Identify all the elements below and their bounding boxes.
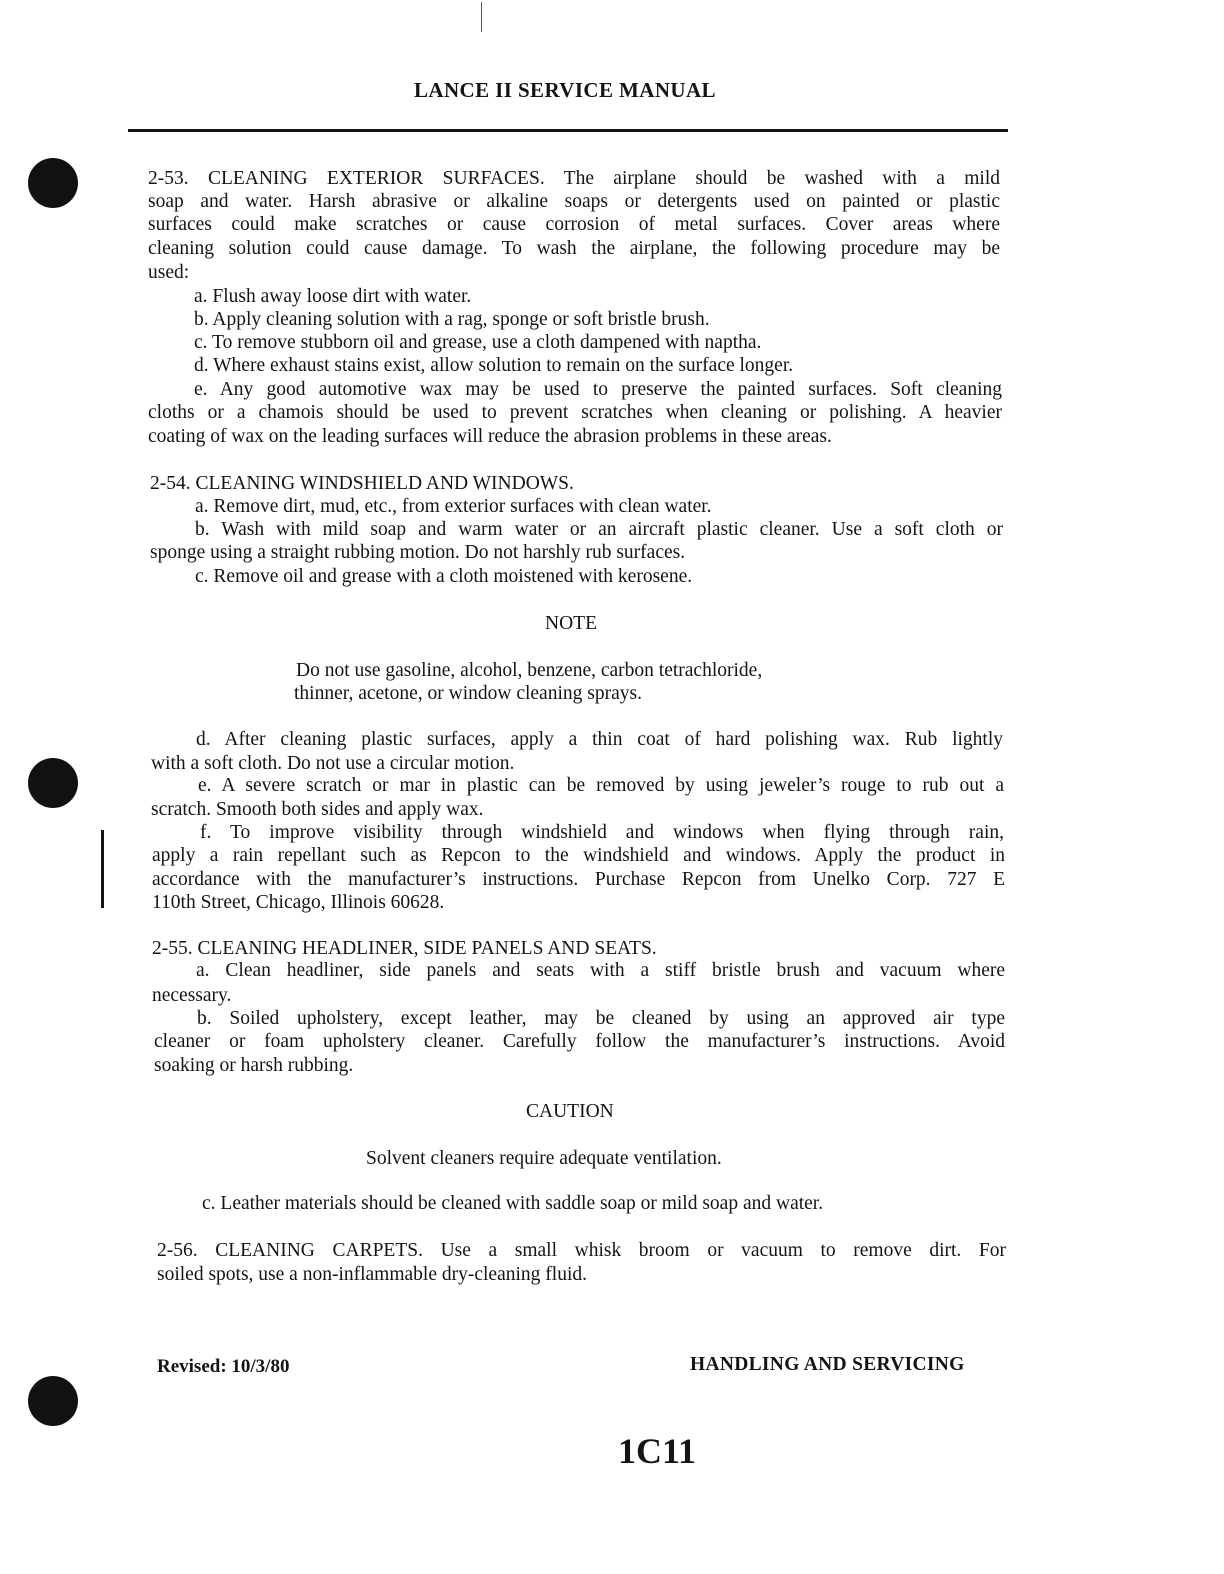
step-2-54-a: a. Remove dirt, mud, etc., from exterior surfaces with clean water. (195, 496, 712, 517)
step-2-55-b-cont: soaking or harsh rubbing. (154, 1055, 354, 1076)
caution-text: Solvent cleaners require adequate ventilation. (366, 1148, 722, 1169)
step-2-55-a-cont: necessary. (152, 985, 232, 1006)
step-2-54-b: b. Wash with mild soap and warm water or an aircraft plastic cleaner. Use a soft cloth or (195, 519, 1003, 540)
step-2-54-f: f. To improve visibility through windshield and windows when flying through rain, (200, 822, 1004, 843)
step-2-54-d: d. After cleaning plastic surfaces, apply a thin coat of hard polishing wax. Rub lightly (196, 729, 1003, 750)
step-2-54-c: c. Remove oil and grease with a cloth moistened with kerosene. (195, 566, 693, 587)
step-2-53-d: d. Where exhaust stains exist, allow solution to remain on the surface longer. (194, 355, 794, 376)
fiche-page-code: 1C11 (618, 1431, 697, 1471)
step-2-53-e-cont: coating of wax on the leading surfaces will reduce the abrasion problems in these areas. (148, 426, 832, 447)
note-heading: NOTE (545, 613, 597, 634)
step-2-54-e: e. A severe scratch or mar in plastic can be removed by using jeweler’s rouge to rub out a (198, 775, 1004, 796)
page-header-title: LANCE II SERVICE MANUAL (414, 78, 716, 102)
section-2-55-heading: 2-55. CLEANING HEADLINER, SIDE PANELS AND SEATS. (152, 938, 657, 959)
section-2-53-text-line: surfaces could make scratches or cause corrosion of metal surfaces. Cover areas where (148, 214, 1000, 235)
step-2-54-d-cont: with a soft cloth. Do not use a circular motion. (151, 753, 515, 774)
step-2-55-b-cont: cleaner or foam upholstery cleaner. Carefully follow the manufacturer’s instructions. Avoid (154, 1031, 1005, 1052)
scan-mark (481, 2, 482, 32)
section-2-53-heading-line: 2-53. CLEANING EXTERIOR SURFACES. The airplane should be washed with a mild (148, 168, 1000, 189)
note-text-line: Do not use gasoline, alcohol, benzene, carbon tetrachloride, (296, 660, 763, 681)
step-2-53-e: e. Any good automotive wax may be used to preserve the painted surfaces. Soft cleaning (194, 379, 1002, 400)
step-2-53-a: a. Flush away loose dirt with water. (194, 286, 472, 307)
step-2-54-f-cont: 110th Street, Chicago, Illinois 60628. (152, 892, 445, 913)
step-2-53-b: b. Apply cleaning solution with a rag, sponge or soft bristle brush. (194, 309, 710, 330)
revision-date: Revised: 10/3/80 (157, 1356, 290, 1377)
step-2-53-e-cont: cloths or a chamois should be used to prevent scratches when cleaning or polishing. A heavier (148, 402, 1002, 423)
revision-change-bar (101, 830, 104, 908)
section-2-53-text-line: cleaning solution could cause damage. To wash the airplane, the following procedure may be (148, 238, 1000, 259)
note-text-line: thinner, acetone, or window cleaning sprays. (294, 683, 642, 704)
section-2-53-text-line: used: (148, 262, 190, 283)
section-2-56-text-line: soiled spots, use a non-inflammable dry-cleaning fluid. (157, 1264, 587, 1285)
step-2-54-f-cont: accordance with the manufacturer’s instructions. Purchase Repcon from Unelko Corp. 727 E (152, 869, 1005, 890)
header-rule (128, 129, 1008, 132)
section-2-56-heading-line: 2-56. CLEANING CARPETS. Use a small whisk broom or vacuum to remove dirt. For (157, 1240, 1006, 1261)
chapter-title: HANDLING AND SERVICING (690, 1354, 965, 1375)
section-2-53-text-line: soap and water. Harsh abrasive or alkaline soaps or detergents used on painted or plastic (148, 191, 1000, 212)
step-2-53-c: c. To remove stubborn oil and grease, use a cloth dampened with naptha. (194, 332, 762, 353)
punch-hole-bottom (28, 1376, 78, 1426)
step-2-55-a: a. Clean headliner, side panels and seats with a stiff bristle brush and vacuum where (196, 960, 1005, 981)
step-2-54-e-cont: scratch. Smooth both sides and apply wax. (151, 799, 484, 820)
caution-heading: CAUTION (526, 1101, 614, 1122)
punch-hole-top (28, 158, 78, 208)
step-2-54-f-cont: apply a rain repellant such as Repcon to the windshield and windows. Apply the product in (152, 845, 1005, 866)
step-2-55-c: c. Leather materials should be cleaned with saddle soap or mild soap and water. (202, 1193, 824, 1214)
step-2-54-b-cont: sponge using a straight rubbing motion. Do not harshly rub surfaces. (150, 542, 686, 563)
step-2-55-b: b. Soiled upholstery, except leather, may be cleaned by using an approved air type (197, 1008, 1005, 1029)
punch-hole-middle (28, 758, 78, 808)
section-2-54-heading: 2-54. CLEANING WINDSHIELD AND WINDOWS. (150, 473, 574, 494)
